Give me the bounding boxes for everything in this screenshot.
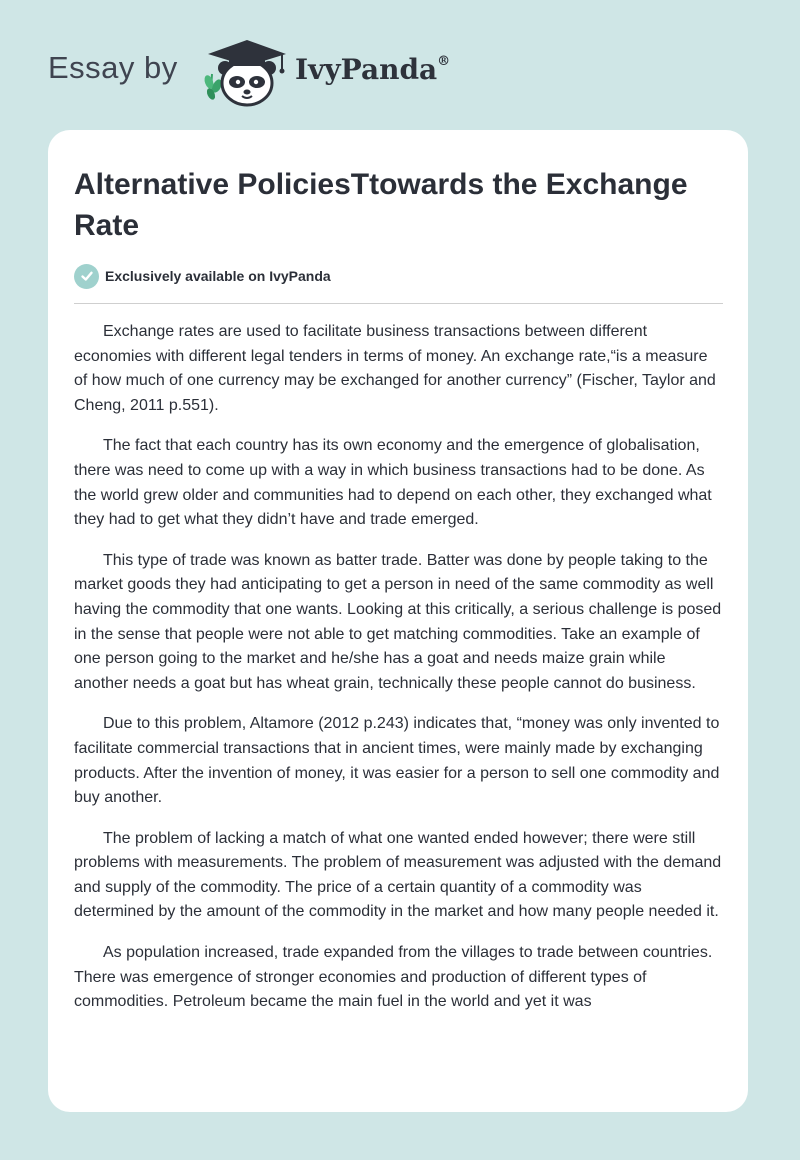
- exclusive-label: Exclusively available on IvyPanda: [105, 268, 331, 284]
- paragraph: Exchange rates are used to facilitate business transactions between different economies with different legal tenders in terms of money. An exchange rate,“is a measure of how much of one currency may be exchanged for another currency” (Fischer, Taylor and Cheng, 2011 p.551).: [74, 323, 716, 414]
- essay-card: [48, 130, 748, 1112]
- paragraph: Due to this problem, Altamore (2012 p.243) indicates that, “money was only invented to facilitate commercial transactions that in ancient times, were mainly made by exchanging products. After the invention of money, it was easier for a person to sell one commodity and buy another.: [74, 715, 720, 807]
- essay-body: [74, 320, 724, 1031]
- paragraph: This type of trade was known as batter trade. Batter was done by people taking to the market goods they had anticipating to get a person in need of the same commodity as well having the commodity that one wants. Looking at this critically, a serious challenge is posed in the sense that people were not able to get matching commodities. Take an example of one person going to the market and he/she has a goat and needs maize grain while another needs a goat but has wheat grain, technically these people cannot do business.: [74, 551, 722, 692]
- essay-title: Alternative PoliciesTtowards the Exchange Rate: [74, 168, 688, 242]
- site-header: [0, 0, 800, 130]
- registered-mark: ®: [437, 53, 451, 69]
- check-icon: [74, 264, 99, 289]
- paragraph: The problem of lacking a match of what one wanted ended however; there were still problems with measurements. The problem of measurement was adjusted with the demand and supply of the commodity. The price of a certain quantity of a commodity was determined by the amount of the commodity in the market and how many people needed it.: [74, 829, 722, 921]
- leaf-icon: [203, 74, 224, 101]
- paragraph: As population increased, trade expanded from the villages to trade between countries. There was emergence of stronger economies and production of different types of commodities. Petroleum became the main fuel in the world and yet it was: [74, 944, 713, 1011]
- exclusive-badge: [74, 263, 331, 289]
- panda-logo-icon[interactable]: [202, 38, 292, 108]
- brand-name[interactable]: [295, 53, 450, 86]
- title-divider: [74, 303, 723, 304]
- essay-by-label: Essay by: [48, 50, 178, 85]
- paragraph: The fact that each country has its own economy and the emergence of globalisation, there was need to come up with a way in which business transactions had to be done. As the world grew older and communities had to depend on each other, they exchanged what they had to get what they didn’t have and trade emerged.: [74, 437, 712, 529]
- brand-text: IvyPanda: [295, 53, 438, 86]
